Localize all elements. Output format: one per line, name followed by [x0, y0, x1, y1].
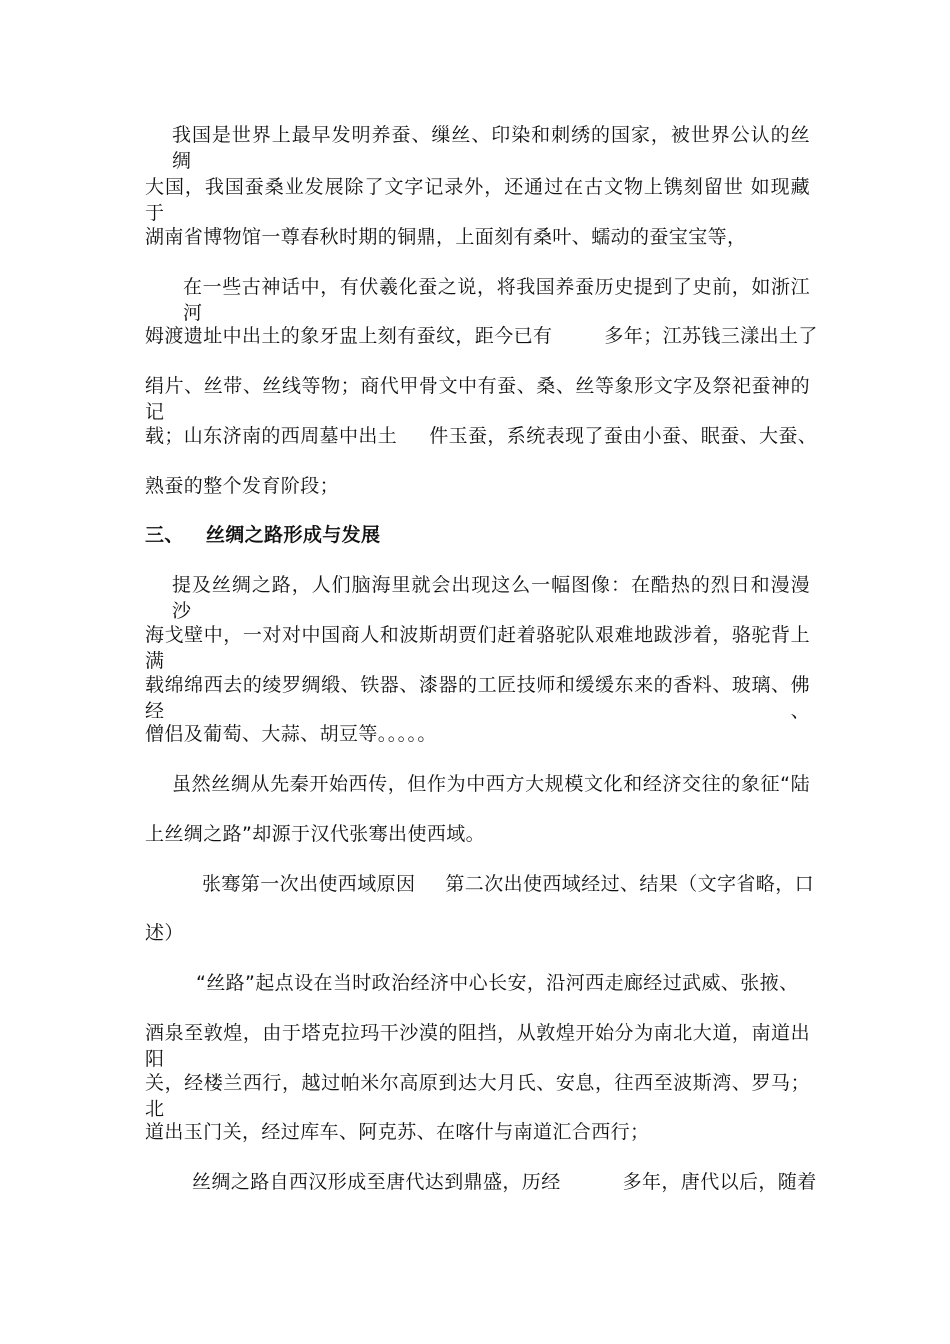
paragraph-3-line-1: 提及丝绸之路，人们脑海里就会出现这么一幅图像：在酷热的烈日和漫漫沙 [172, 574, 810, 622]
section-heading [145, 522, 810, 548]
paragraph-6-line-3: 关，经楼兰西行，越过帕米尔高原到达大月氏、安息，往西至波斯湾、罗马；北 [145, 1072, 810, 1120]
paragraph-2-line-4-part-a: 载；山东济南的西周墓中出土 [145, 425, 398, 447]
paragraph-5-line-1 [202, 871, 815, 897]
paragraph-5-line-1-part-a: 张骞第一次出使西域原因 [202, 873, 416, 895]
paragraph-4-line-2: 上丝绸之路”却源于汉代张骞出使西域。 [145, 823, 486, 845]
paragraph-2-line-4 [145, 423, 818, 449]
paragraph-6-line-4: 道出玉门关，经过库车、阿克苏、在喀什与南道汇合西行； [145, 1121, 650, 1143]
paragraph-7-line-1 [192, 1169, 817, 1195]
paragraph-2-line-2-part-b: 多年；江苏钱三漾出土了 [604, 325, 818, 347]
paragraph-6-line-2: 酒泉至敦煌，由于塔克拉玛干沙漠的阻挡，从敦煌开始分为南北大道，南道出阳 [145, 1022, 810, 1070]
paragraph-3-line-2: 海戈壁中，一对对中国商人和波斯胡贾们赶着骆驼队艰难地跋涉着，骆驼背上满 [145, 624, 810, 672]
paragraph-4-line-1: 虽然丝绸从先秦开始西传，但作为中西方大规模文化和经济交往的象征“陆 [172, 773, 810, 795]
paragraph-5-line-1-part-b: 第二次出使西域经过、结果（文字省略，口 [445, 873, 815, 895]
paragraph-6-line-1: “丝路”起点设在当时政治经济中心长安，沿河西走廊经过武威、张掖、 [196, 972, 799, 994]
paragraph-1-line-2: 大国，我国蚕桑业发展除了文字记录外，还通过在古文物上镌刻留世 如现藏于 [145, 176, 810, 224]
paragraph-2-line-2 [145, 323, 818, 349]
paragraph-2-line-5: 熟蚕的整个发育阶段； [145, 475, 340, 497]
paragraph-7-line-1-part-b: 多年，唐代以后，随着 [622, 1171, 817, 1193]
paragraph-3-line-3: 载绵绵西去的绫罗绸缎、铁器、漆器的工匠技师和缓缓东来的香料、玻璃、佛经、 [145, 674, 810, 722]
section-number: 三、 [145, 524, 184, 546]
section-title: 丝绸之路形成与发展 [205, 524, 381, 546]
paragraph-1-line-1: 我国是世界上最早发明养蚕、缫丝、印染和刺绣的国家，被世界公认的丝绸 [172, 124, 810, 172]
paragraph-3-line-4: 僧侣及葡萄、大蒜、胡豆等。。。。。 [145, 723, 437, 745]
paragraph-1-line-3: 湖南省博物馆一尊春秋时期的铜鼎，上面刻有桑叶、蠕动的蚕宝宝等， [145, 226, 747, 248]
paragraph-7-line-1-part-a: 丝绸之路自西汉形成至唐代达到鼎盛，历经 [192, 1171, 561, 1193]
paragraph-2-line-3: 绢片、丝带、丝线等物；商代甲骨文中有蚕、桑、丝等象形文字及祭祀蚕神的记 [145, 375, 810, 423]
paragraph-2-line-2-part-a: 姆渡遗址中出土的象牙盅上刻有蚕纹，距今已有 [145, 325, 553, 347]
paragraph-5-line-2: 述） [145, 922, 184, 944]
paragraph-2-line-4-part-b: 件玉蚕，系统表现了蚕由小蚕、眠蚕、大蚕、 [429, 425, 818, 447]
paragraph-2-line-1: 在一些古神话中，有伏羲化蚕之说，将我国养蚕历史提到了史前，如浙江河 [183, 276, 810, 324]
